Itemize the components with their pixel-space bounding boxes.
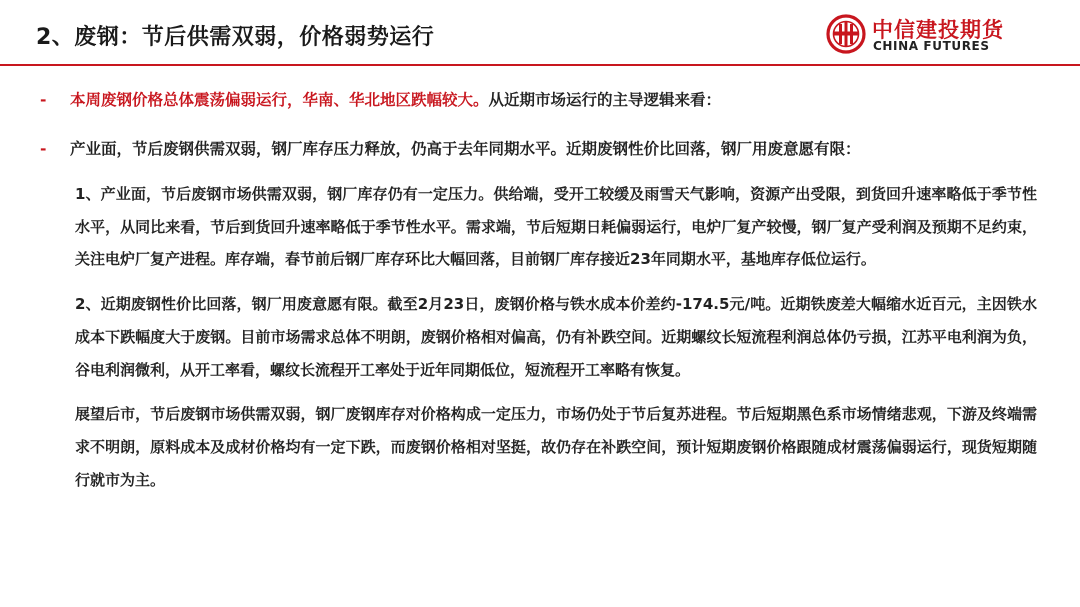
china-futures-logo-icon — [826, 14, 866, 54]
paragraph-industry: 1、产业面，节后废钢市场供需双弱，钢厂库存仍有一定压力。供给端，受开工较缓及雨雪天气影响，资源产出受限，到货回升速率略低于季节性水平，从同比来看，节后到货回升速率略低于季节性水平。需求端，节后短期日耗偏弱运行，电炉厂复产较慢，钢厂复产受利润及预期不足约束，关注电炉厂复产进程。库存端，春节前后钢厂库存环比大幅回落，目前钢厂库存接近23年同期水平，基地库存低位运行。 — [75, 185, 1037, 269]
analysis-body — [75, 178, 1037, 508]
paragraph-outlook: 展望后市，节后废钢市场供需双弱，钢厂废钢库存对价格构成一定压力，市场仍处于节后复苏进程。节后短期黑色系市场情绪悲观，下游及终端需求不明朗，原料成本及成材价格均有一定下跌，而废钢价格相对坚挺，故仍存在补跌空间，预计短期废钢价格跟随成材震荡偏弱运行，现货短期随行就市为主。 — [75, 405, 1037, 489]
header-divider — [0, 64, 1080, 66]
page-title: 2、废钢：节后供需双弱，价格弱势运行 — [36, 25, 435, 50]
bullet-marker: - — [40, 91, 47, 109]
company-logo — [826, 10, 1026, 56]
slide-header — [0, 0, 1080, 64]
logo-chinese-name: 中信建投期货 — [872, 18, 1004, 42]
bullet-marker: - — [40, 140, 47, 158]
paragraph-cost-performance: 2、近期废钢性价比回落，钢厂用废意愿有限。截至2月23日，废钢价格与铁水成本价差约-174.5元/吨。近期铁废差大幅缩水近百元，主因铁水成本下跌幅度大于废钢。目前市场需求总体不明朗，废钢价格相对偏高，仍有补跌空间。近期螺纹长短流程利润总体仍亏损，江苏平电利润为负，谷电利润微利，从开工率看，螺纹长流程开工率处于近年同期低位，短流程开工率略有恢复。 — [75, 295, 1037, 379]
logo-english-name: CHINA FUTURES — [873, 39, 990, 53]
summary-bullets — [40, 88, 1050, 186]
bullet-item — [40, 88, 1050, 112]
bullet-highlight: 本周废钢价格总体震荡偏弱运行，华南、华北地区跌幅较大。 — [70, 91, 489, 109]
bullet-text: 产业面，节后废钢供需双弱，钢厂库存压力释放，仍高于去年同期水平。近期废钢性价比回落，钢厂用废意愿有限： — [70, 140, 861, 158]
bullet-item — [40, 137, 1050, 161]
bullet-text: 从近期市场运行的主导逻辑来看： — [488, 91, 722, 109]
